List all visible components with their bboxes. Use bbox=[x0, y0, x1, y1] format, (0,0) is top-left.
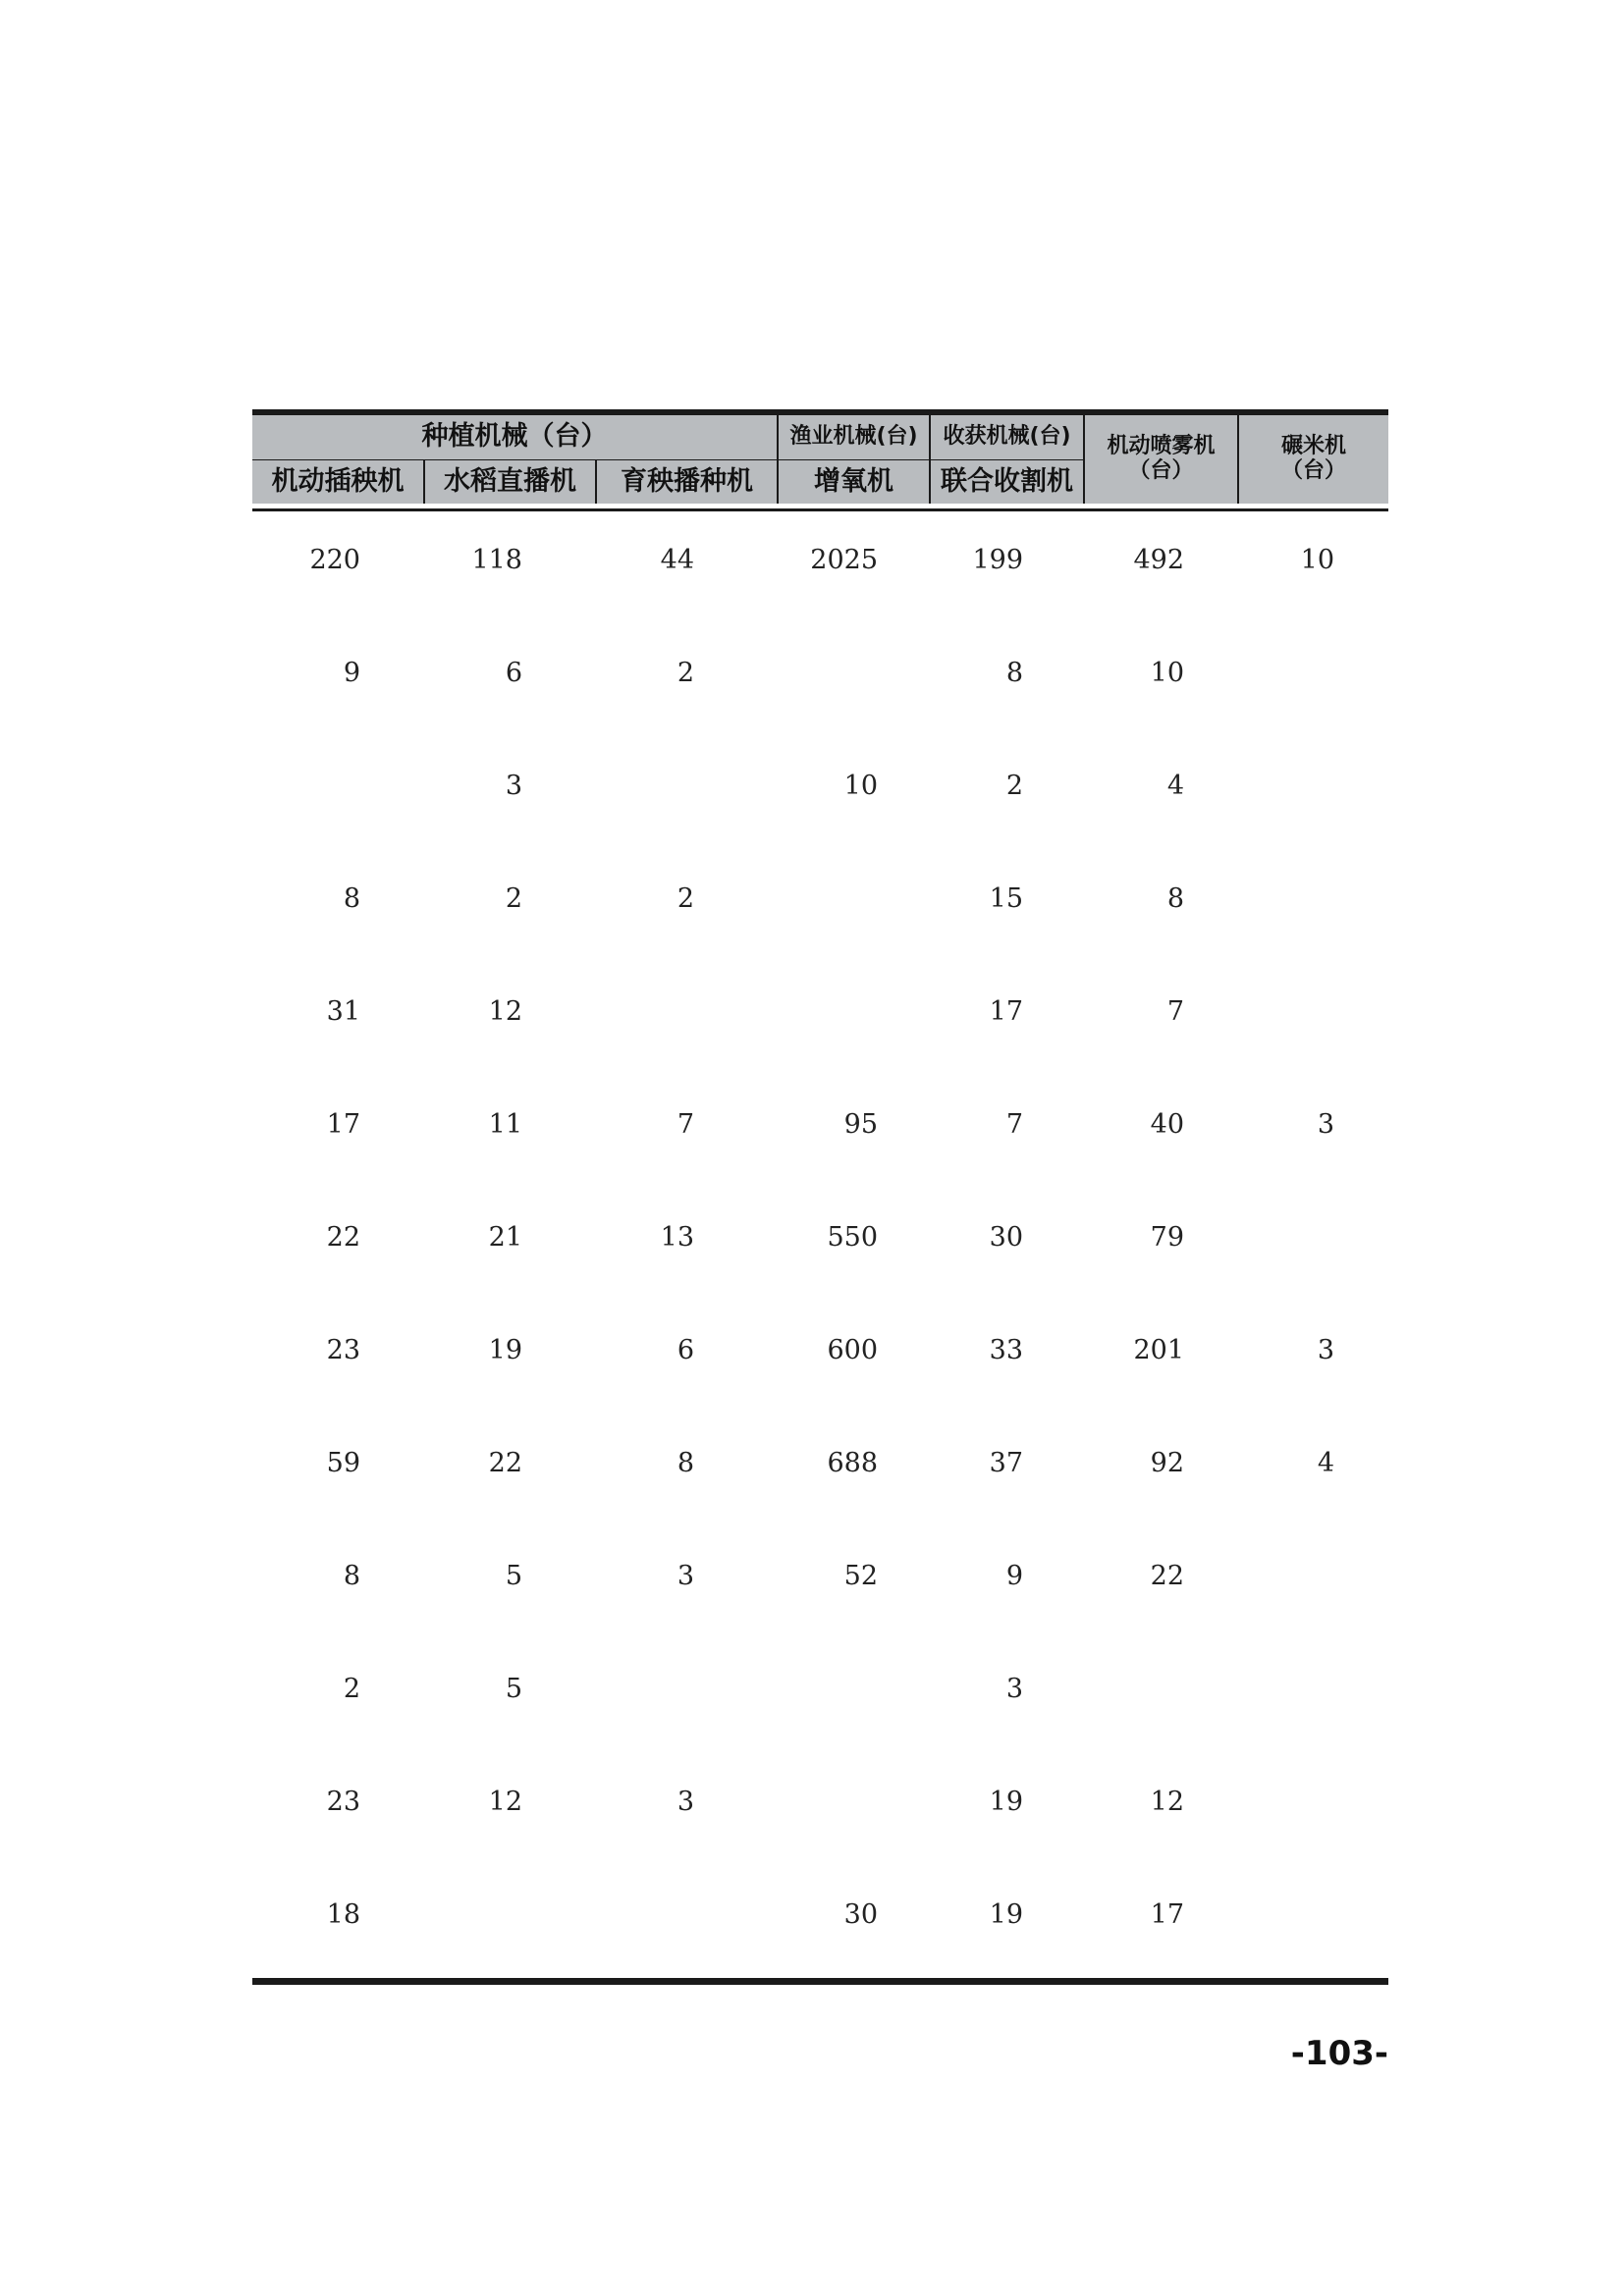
table-cell: 12 bbox=[488, 996, 522, 1027]
table-cell: 59 bbox=[326, 1448, 360, 1478]
table-cell: 95 bbox=[843, 1109, 879, 1140]
header-rice-mill bbox=[1238, 414, 1388, 504]
table-cell: 3 bbox=[1317, 1109, 1335, 1140]
table-cell: 22 bbox=[488, 1448, 522, 1478]
table-cell: 8 bbox=[677, 1448, 695, 1478]
table-cell: 37 bbox=[989, 1448, 1024, 1478]
header-sprayer-line2: （台） bbox=[1128, 457, 1194, 483]
table-cell: 15 bbox=[989, 883, 1024, 914]
header-bottom-rule bbox=[252, 508, 1388, 511]
table-cell bbox=[1238, 955, 1388, 1068]
table-cell: 5 bbox=[505, 1674, 522, 1704]
subheader-seedling-seeder: 育秧播种机 bbox=[596, 460, 778, 505]
table-cell: 19 bbox=[989, 1899, 1024, 1930]
table-bottom-rule bbox=[252, 1978, 1388, 1985]
table-cell: 2 bbox=[505, 883, 522, 914]
table-body bbox=[252, 504, 1388, 1971]
table-cell: 19 bbox=[989, 1787, 1024, 1817]
page-number: -103- bbox=[1290, 2034, 1388, 2073]
table-cell: 3 bbox=[1005, 1674, 1024, 1704]
table-cell bbox=[1238, 729, 1388, 842]
table-cell: 11 bbox=[488, 1109, 522, 1140]
table-cell: 5 bbox=[505, 1561, 522, 1591]
subheader-transplanter: 机动插秧机 bbox=[252, 460, 424, 505]
table-row bbox=[252, 729, 1388, 842]
table-cell bbox=[596, 729, 778, 842]
table-cell: 492 bbox=[1133, 545, 1185, 575]
table-cell: 7 bbox=[677, 1109, 695, 1140]
table-cell bbox=[1238, 1181, 1388, 1294]
table-cell: 7 bbox=[1166, 996, 1185, 1027]
table-cell bbox=[424, 1858, 596, 1971]
table-cell: 7 bbox=[1005, 1109, 1024, 1140]
table-cell: 2 bbox=[1005, 771, 1024, 801]
table-cell: 40 bbox=[1150, 1109, 1185, 1140]
table-cell: 8 bbox=[1005, 658, 1024, 688]
table-row bbox=[252, 616, 1388, 729]
table-row bbox=[252, 1745, 1388, 1858]
table-cell bbox=[1238, 842, 1388, 955]
table-cell: 22 bbox=[1150, 1561, 1185, 1591]
header-sprayer bbox=[1084, 414, 1238, 504]
table-cell: 3 bbox=[677, 1787, 695, 1817]
table-cell: 22 bbox=[326, 1222, 360, 1253]
header-fishery: 渔业机械(台) bbox=[778, 414, 930, 460]
table-cell: 6 bbox=[505, 658, 522, 688]
table-cell: 18 bbox=[326, 1899, 360, 1930]
table-cell bbox=[778, 616, 930, 729]
table-cell: 201 bbox=[1133, 1335, 1185, 1365]
table-cell: 17 bbox=[989, 996, 1024, 1027]
table-cell: 4 bbox=[1166, 771, 1185, 801]
table-cell bbox=[1238, 1745, 1388, 1858]
table-cell: 21 bbox=[488, 1222, 522, 1253]
table-cell: 30 bbox=[843, 1899, 879, 1930]
table-cell bbox=[1084, 1632, 1238, 1745]
table-cell: 17 bbox=[326, 1109, 360, 1140]
table-cell: 2025 bbox=[810, 545, 879, 575]
header-rice-mill-line2: （台） bbox=[1281, 457, 1347, 483]
machinery-table bbox=[252, 414, 1388, 1971]
table-cell bbox=[1238, 1632, 1388, 1745]
table-row bbox=[252, 955, 1388, 1068]
table-cell: 550 bbox=[827, 1222, 879, 1253]
table-cell: 8 bbox=[343, 883, 360, 914]
header-rice-mill-line1: 碾米机 bbox=[1281, 434, 1347, 459]
subheader-direct-seeder: 水稻直播机 bbox=[424, 460, 596, 505]
table-cell: 92 bbox=[1150, 1448, 1185, 1478]
table-cell bbox=[778, 955, 930, 1068]
table-cell: 10 bbox=[1300, 545, 1335, 575]
header-sprayer-line1: 机动喷雾机 bbox=[1107, 434, 1216, 459]
table-cell: 79 bbox=[1150, 1222, 1185, 1253]
machinery-table-wrap bbox=[252, 414, 1388, 1971]
table-cell bbox=[778, 1745, 930, 1858]
table-cell: 220 bbox=[309, 545, 360, 575]
table-cell: 2 bbox=[677, 883, 695, 914]
table-cell: 13 bbox=[660, 1222, 695, 1253]
table-cell: 33 bbox=[989, 1335, 1024, 1365]
table-cell: 4 bbox=[1317, 1448, 1335, 1478]
table-cell: 12 bbox=[488, 1787, 522, 1817]
table-top-rule bbox=[252, 409, 1388, 415]
table-row bbox=[252, 1068, 1388, 1181]
table-cell: 3 bbox=[505, 771, 522, 801]
table-cell: 8 bbox=[1166, 883, 1185, 914]
table-cell: 12 bbox=[1150, 1787, 1185, 1817]
table-row bbox=[252, 1407, 1388, 1520]
header-planting: 种植机械（台） bbox=[252, 414, 778, 460]
subheader-combine-harvester: 联合收割机 bbox=[930, 460, 1084, 505]
table-cell: 199 bbox=[972, 545, 1024, 575]
table-row bbox=[252, 842, 1388, 955]
table-cell: 2 bbox=[677, 658, 695, 688]
table-row bbox=[252, 1181, 1388, 1294]
table-cell: 19 bbox=[488, 1335, 522, 1365]
table-cell: 8 bbox=[343, 1561, 360, 1591]
table-cell: 6 bbox=[677, 1335, 695, 1365]
table-cell bbox=[778, 1632, 930, 1745]
header-harvest: 收获机械(台) bbox=[930, 414, 1084, 460]
subheader-aerator: 增氧机 bbox=[778, 460, 930, 505]
table-row bbox=[252, 504, 1388, 616]
table-row bbox=[252, 1632, 1388, 1745]
table-cell bbox=[252, 729, 424, 842]
table-cell: 3 bbox=[677, 1561, 695, 1591]
table-cell: 9 bbox=[1005, 1561, 1024, 1591]
table-cell: 118 bbox=[471, 545, 522, 575]
table-cell bbox=[596, 1632, 778, 1745]
table-cell: 23 bbox=[326, 1787, 360, 1817]
table-cell: 31 bbox=[326, 996, 360, 1027]
table-row bbox=[252, 1520, 1388, 1632]
table-cell: 52 bbox=[843, 1561, 879, 1591]
table-cell: 2 bbox=[343, 1674, 360, 1704]
table-cell: 3 bbox=[1317, 1335, 1335, 1365]
table-cell: 10 bbox=[1150, 658, 1185, 688]
table-cell: 600 bbox=[827, 1335, 879, 1365]
table-cell bbox=[778, 842, 930, 955]
table-cell: 10 bbox=[843, 771, 879, 801]
table-cell: 688 bbox=[827, 1448, 879, 1478]
table-cell bbox=[1238, 1858, 1388, 1971]
table-cell bbox=[1238, 616, 1388, 729]
table-row bbox=[252, 1294, 1388, 1407]
table-cell bbox=[1238, 1520, 1388, 1632]
table-cell: 23 bbox=[326, 1335, 360, 1365]
table-row bbox=[252, 1858, 1388, 1971]
table-cell: 30 bbox=[989, 1222, 1024, 1253]
table-cell bbox=[596, 955, 778, 1068]
table-cell bbox=[596, 1858, 778, 1971]
table-cell: 9 bbox=[343, 658, 360, 688]
table-cell: 17 bbox=[1150, 1899, 1185, 1930]
table-cell: 44 bbox=[660, 545, 695, 575]
